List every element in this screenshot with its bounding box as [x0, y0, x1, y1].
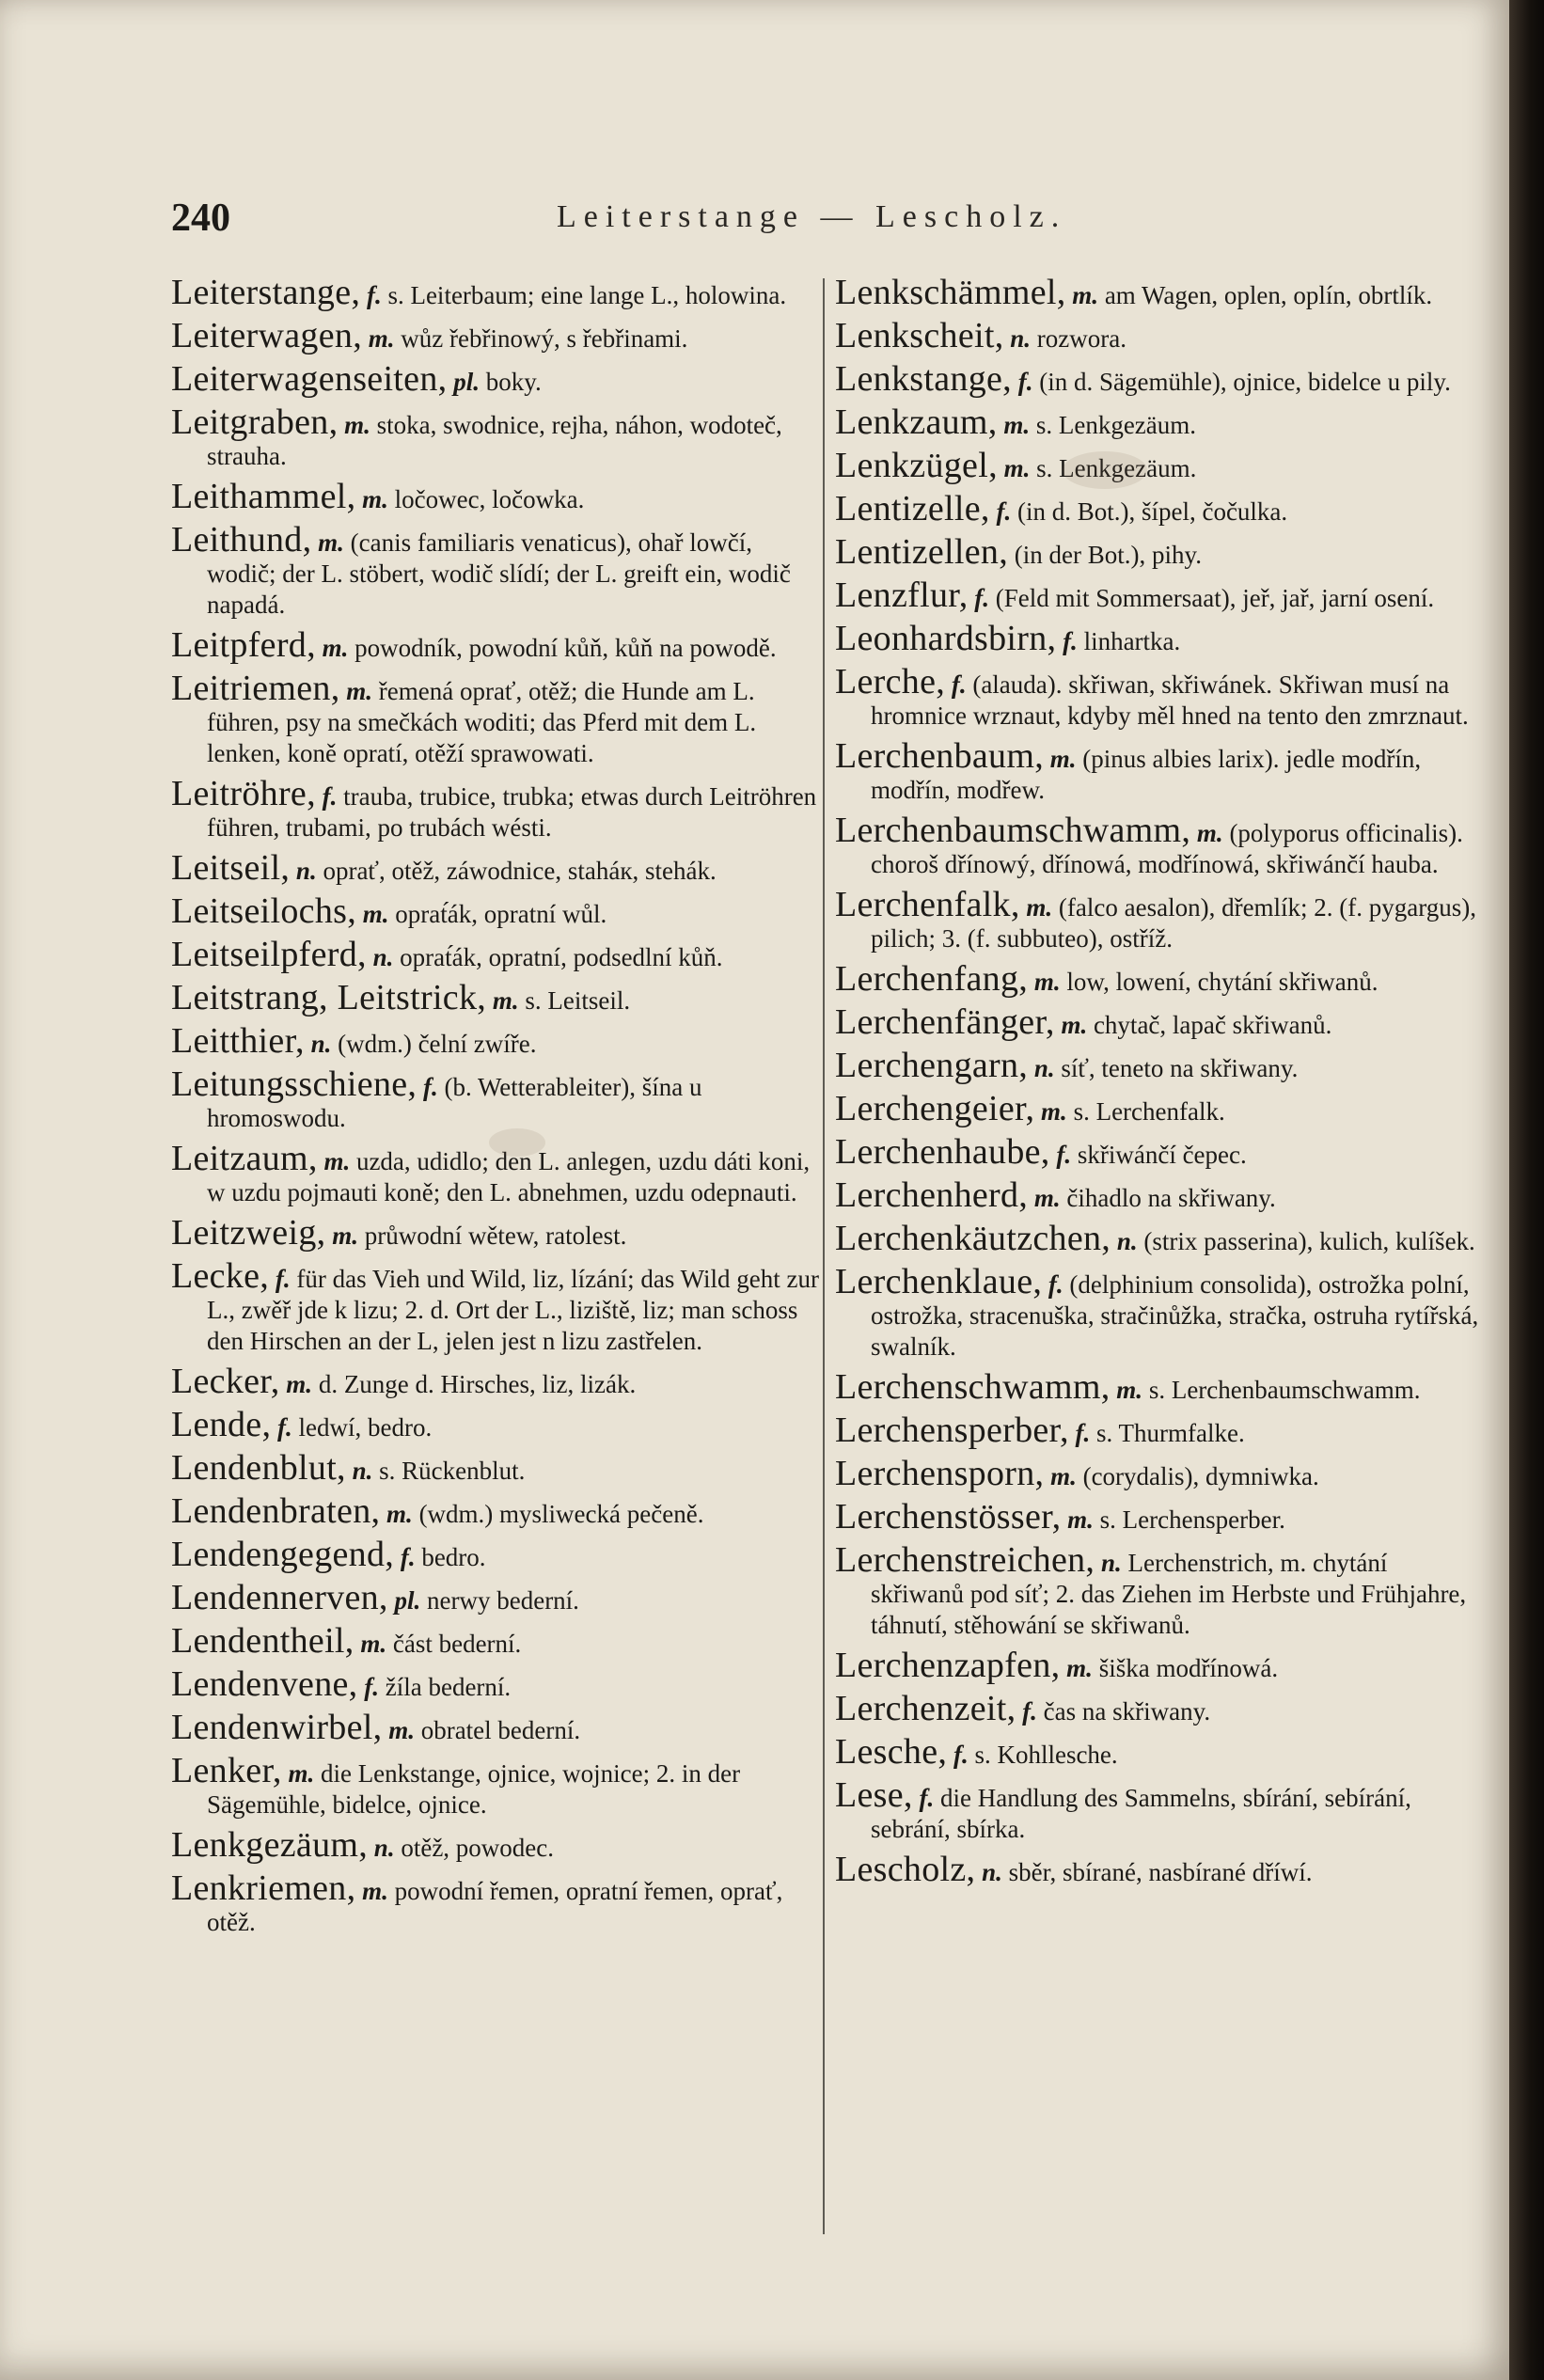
dictionary-entry [171, 1362, 820, 1401]
entry-grammar: f. [1048, 1270, 1063, 1299]
dictionary-entry [835, 885, 1484, 954]
entry-definition: sběr, sbírané, nasbírané dříwí. [1008, 1858, 1313, 1886]
dictionary-entry [171, 402, 820, 472]
entry-headword: Lenzflur, [835, 575, 969, 615]
entry-grammar: f. [422, 1073, 438, 1101]
entry-headword: Leitthier, [171, 1021, 305, 1061]
entry-definition: rozwora. [1036, 324, 1126, 353]
entry-headword: Leitzaum, [171, 1139, 318, 1178]
entry-headword: Lerchenzeit, [835, 1689, 1016, 1728]
dictionary-entry [835, 575, 1484, 615]
entry-headword: Lerchenfänger, [835, 1002, 1055, 1042]
entry-grammar: n. [1033, 1054, 1055, 1082]
entry-definition: ločowec, ločowka. [394, 485, 585, 513]
entry-definition: s. Rückenblut. [379, 1457, 526, 1485]
entry-definition: (Feld mit Sommersaat), jeř, jař, jarní osení. [995, 584, 1435, 612]
entry-definition: (in d. Bot.), šípel, čočulka. [1016, 497, 1288, 526]
entry-headword: Lendennerven, [171, 1578, 388, 1617]
entry-grammar: m. [1067, 1505, 1094, 1534]
dictionary-entry [171, 1825, 820, 1865]
entry-grammar: m. [1196, 819, 1223, 847]
entry-definition: bedro. [421, 1543, 486, 1571]
entry-definition: s. Lenkgezäum. [1035, 411, 1197, 439]
dictionary-entry [171, 1578, 820, 1617]
paper-stain [489, 1128, 545, 1157]
entry-headword: Leitgraben, [171, 402, 339, 442]
entry-definition: (delphinium consolida), ostrožka polní, ostrožka, stracenuška, stračinůžka, stračka, ostruha rytířská, swalník. [871, 1270, 1479, 1361]
entry-headword: Lesche, [835, 1732, 948, 1772]
entry-definition: s. Lerchenfalk. [1073, 1097, 1225, 1126]
entry-grammar: m. [1116, 1376, 1143, 1404]
paper-stain [1063, 451, 1147, 489]
entry-grammar: m. [286, 1370, 313, 1398]
dictionary-entry [835, 1540, 1484, 1641]
entry-headword: Lendenvene, [171, 1664, 358, 1704]
entry-grammar: m. [288, 1759, 315, 1788]
dictionary-entry [171, 1139, 820, 1208]
dictionary-entry [171, 277, 820, 311]
dictionary-entry [171, 891, 820, 931]
entry-definition: (falco aesalon), dřemlík; 2. (f. pygargus), pilich; 3. (f. subbuteo), ostříž. [871, 893, 1477, 953]
dictionary-entry [835, 811, 1484, 880]
entry-grammar: m. [1033, 968, 1061, 996]
dictionary-entry [835, 959, 1484, 999]
entry-headword: Lerchenherd, [835, 1175, 1029, 1215]
entry-grammar: f. [364, 1673, 379, 1701]
entry-grammar: n. [1116, 1227, 1138, 1255]
dictionary-entry [835, 1219, 1484, 1258]
dictionary-entry [835, 489, 1484, 528]
entry-grammar: f. [953, 1741, 969, 1769]
entry-grammar: m. [362, 900, 389, 928]
entry-headword: Lecke, [171, 1256, 270, 1296]
entry-definition: (corydalis), dymniwka. [1082, 1462, 1319, 1490]
dictionary-entry [171, 1021, 820, 1061]
entry-headword: Lescholz, [835, 1850, 976, 1889]
entry-grammar: f. [400, 1543, 416, 1571]
entry-headword: Lerchenfang, [835, 959, 1029, 999]
entry-grammar: f. [974, 584, 989, 612]
entry-definition: (alauda). skřiwan, skřiwánek. Skřiwan musí na hromnice wrznaut, kdyby měl hned na tento den zmrznaut. [871, 670, 1469, 730]
entry-headword: Lerchensporn, [835, 1454, 1045, 1493]
entry-definition: oprat́ák, opratní, podsedlní kůň. [400, 943, 723, 971]
dictionary-entry [171, 1751, 820, 1820]
dictionary-entry [171, 1491, 820, 1531]
entry-grammar: n. [982, 1858, 1002, 1886]
entry-grammar: m. [1049, 745, 1077, 773]
entry-grammar: pl. [394, 1586, 421, 1615]
entry-headword: Leiterstange, [171, 277, 361, 312]
dictionary-entry [171, 669, 820, 769]
entry-grammar: n. [295, 857, 317, 885]
entry-grammar: n. [1010, 324, 1032, 353]
entry-definition: oprať, otěž, záwodnice, staháк, stehák. [323, 857, 717, 885]
entry-headword: Leitseilpferd, [171, 935, 367, 974]
entry-headword: Lenker, [171, 1751, 282, 1790]
dictionary-entry [835, 1850, 1484, 1889]
entry-headword: Leitseilochs, [171, 891, 357, 931]
entry-grammar: m. [386, 1500, 413, 1528]
entry-grammar: m. [344, 411, 370, 439]
dictionary-entry [835, 1002, 1484, 1042]
entry-headword: Lenkzügel, [835, 446, 998, 485]
entry-definition: s. Thurmfalke. [1096, 1419, 1245, 1447]
entry-definition: (in d. Sägemühle), ojnice, bidelce u pily. [1039, 368, 1451, 396]
entry-definition: (wdm.) mysliwecká pečeně. [418, 1500, 704, 1528]
entry-headword: Lentizellen, [835, 532, 1009, 572]
entry-definition: čihadlo na skřiwany. [1066, 1184, 1276, 1212]
dictionary-entry [835, 1089, 1484, 1128]
entry-headword: Lenkriemen, [171, 1868, 356, 1908]
entry-grammar: m. [1003, 454, 1031, 482]
right-column [835, 277, 1484, 2299]
entry-definition: část bederní. [392, 1630, 522, 1658]
entry-grammar: m. [360, 1630, 387, 1658]
entry-grammar: n. [1100, 1549, 1122, 1577]
dictionary-entry [171, 1868, 820, 1938]
dictionary-entry [835, 316, 1484, 355]
entry-headword: Lendenbraten, [171, 1491, 381, 1531]
dictionary-entry [171, 1405, 820, 1444]
entry-definition: síť, teneto na skřiwany. [1061, 1054, 1299, 1082]
entry-headword: Lecker, [171, 1362, 280, 1401]
entry-grammar: f. [322, 782, 338, 811]
entry-grammar: f. [951, 670, 967, 699]
entry-grammar: f. [366, 281, 382, 309]
entry-headword: Leitungsschiene, [171, 1064, 418, 1104]
running-head: Leiterstange — Lescholz. [557, 199, 1067, 234]
dictionary-entry [835, 1732, 1484, 1772]
page-header [171, 196, 1347, 252]
entry-headword: Leiterwagen, [171, 316, 362, 355]
entry-grammar: m. [318, 528, 344, 557]
dictionary-entry [171, 520, 820, 621]
entry-headword: Lerchenkäutzchen, [835, 1219, 1111, 1258]
entry-definition: linhartka. [1083, 627, 1181, 655]
entry-grammar: m. [1003, 411, 1031, 439]
entry-grammar: m. [332, 1222, 358, 1250]
entry-grammar: m. [1066, 1654, 1093, 1682]
entry-definition: s. Lerchenbaumschwamm. [1148, 1376, 1421, 1404]
entry-grammar: n. [372, 943, 394, 971]
book-spine-edge [1509, 0, 1544, 2380]
entry-definition: průwodní wětew, ratolest. [364, 1222, 627, 1250]
dictionary-entry [171, 935, 820, 974]
dictionary-entry [835, 1411, 1484, 1450]
entry-definition: boky. [485, 368, 542, 396]
entry-headword: Lerchenklaue, [835, 1262, 1043, 1301]
entry-headword: Lerche, [835, 662, 946, 701]
column-divider [823, 278, 825, 2234]
entry-grammar: f. [1075, 1419, 1091, 1447]
entry-definition: nerwy bederní. [427, 1586, 579, 1615]
dictionary-entry [835, 619, 1484, 658]
entry-definition: šiška modřínowá. [1098, 1654, 1279, 1682]
entry-definition: s. Lerchensperber. [1099, 1505, 1285, 1534]
entry-headword: Leitriemen, [171, 669, 340, 708]
entry-definition: chytač, lapač skřiwanů. [1093, 1011, 1332, 1039]
dictionary-entry [835, 1262, 1484, 1363]
entry-definition: Lerchenstrich, m. chytání skřiwanů pod síť; 2. das Ziehen im Herbste und Frühjahre, táhnutí, stěhowání se skřiwanů. [871, 1549, 1467, 1639]
dictionary-entry [171, 1708, 820, 1747]
entry-grammar: f. [1017, 368, 1033, 396]
entry-headword: Lentizelle, [835, 489, 990, 528]
entry-grammar: n. [373, 1834, 395, 1862]
entry-headword: Lerchengeier, [835, 1089, 1035, 1128]
entry-grammar: m. [346, 677, 373, 705]
dictionary-entry [835, 359, 1484, 399]
entry-definition: powodní řemen, opratní řemen, oprať, otěž. [207, 1877, 783, 1936]
entry-headword: Lerchenzapfen, [835, 1646, 1061, 1685]
dictionary-entry [835, 1689, 1484, 1728]
entry-grammar: f. [275, 1265, 291, 1293]
entry-definition: s. Leiterbaum; eine lange L., holowina. [387, 281, 787, 309]
entry-grammar: m. [362, 485, 388, 513]
entry-headword: Lerchenschwamm, [835, 1367, 1111, 1407]
entry-definition: (canis familiaris venaticus), ohař lowčí, wodič; der L. stöbert, wodič slídí; der L. greift ein, wodič napadá. [207, 528, 791, 619]
dictionary-entry [171, 477, 820, 516]
dictionary-entry [835, 1646, 1484, 1685]
entry-headword: Lerchensperber, [835, 1411, 1069, 1450]
entry-definition: (strix passerina), kulich, kulíšek. [1143, 1227, 1475, 1255]
entry-headword: Leiterwagenseiten, [171, 359, 448, 399]
entry-headword: Lerchenbaumschwamm, [835, 811, 1191, 850]
entry-headword: Lendenblut, [171, 1448, 346, 1488]
dictionary-entry [835, 1454, 1484, 1493]
entry-definition: s. Leitseil. [525, 986, 631, 1015]
entry-definition: am Wagen, oplen, oplín, obrtlík. [1104, 281, 1433, 309]
dictionary-entry [835, 446, 1484, 485]
entry-grammar: n. [310, 1030, 332, 1058]
entry-grammar: n. [352, 1457, 373, 1485]
entry-headword: Leithammel, [171, 477, 356, 516]
entry-headword: Leitröhre, [171, 774, 316, 813]
page-number: 240 [171, 197, 230, 240]
entry-definition: oprat́ák, opratní wůl. [395, 900, 607, 928]
entry-grammar: f. [1022, 1697, 1037, 1726]
entry-definition: žíla bederní. [385, 1673, 512, 1701]
entry-headword: Lerchengarn, [835, 1046, 1029, 1085]
left-column [171, 277, 820, 2299]
entry-headword: Lenkzaum, [835, 402, 998, 442]
dictionary-entry [171, 1664, 820, 1704]
dictionary-entry [835, 1175, 1484, 1215]
entry-grammar: f. [919, 1784, 935, 1812]
dictionary-entry [835, 1132, 1484, 1172]
entry-definition: (polyporus officinalis). choroš dřínowý, dřínowá, modřínowá, skřiwánčí hauba. [871, 819, 1463, 878]
entry-headword: Leitseil, [171, 848, 291, 888]
entry-headword: Lenkgezäum, [171, 1825, 369, 1865]
entry-grammar: m. [368, 324, 395, 353]
entry-definition: ledwí, bedro. [298, 1413, 433, 1442]
dictionary-entry [835, 402, 1484, 442]
dictionary-entry [835, 1046, 1484, 1085]
entry-definition: powodník, powodní kůň, kůň na powodě. [354, 634, 777, 662]
dictionary-entry [171, 625, 820, 665]
entry-definition: (pinus albies larix). jedle modřín, modřín, modřew. [871, 745, 1422, 804]
entry-headword: Leonhardsbirn, [835, 619, 1057, 658]
entry-grammar: f. [277, 1413, 292, 1442]
entry-definition: trauba, trubice, trubka; etwas durch Leitröhren führen, trubami, po trubách wésti. [207, 782, 817, 842]
dictionary-entry [171, 1213, 820, 1253]
entry-headword: Lerchenstösser, [835, 1497, 1062, 1537]
dictionary-entry [171, 1535, 820, 1574]
entry-grammar: f. [1056, 1141, 1072, 1169]
dictionary-entry [171, 1448, 820, 1488]
entry-headword: Lenkscheit, [835, 316, 1004, 355]
entry-definition: otěž, powodec. [401, 1834, 555, 1862]
entry-grammar: m. [322, 634, 349, 662]
entry-definition: obratel bederní. [420, 1716, 581, 1744]
entry-grammar: m. [323, 1147, 351, 1175]
entry-grammar: m. [492, 986, 519, 1015]
dictionary-entry [171, 1621, 820, 1661]
entry-headword: Lenkstange, [835, 359, 1012, 399]
entry-headword: Leithund, [171, 520, 312, 560]
dictionary-entry [171, 848, 820, 888]
entry-grammar: m. [1072, 281, 1099, 309]
entry-headword: Lerchenfalk, [835, 885, 1020, 924]
entry-grammar: f. [996, 497, 1012, 526]
entry-definition: die Handlung des Sammelns, sbírání, sebírání, sebrání, sbírka. [871, 1784, 1411, 1843]
entry-definition: (wdm.) čelní zwíře. [338, 1030, 537, 1058]
entry-definition: d. Zunge d. Hirsches, liz, lizák. [318, 1370, 637, 1398]
entry-headword: Lerchenstreichen, [835, 1540, 1095, 1580]
entry-grammar: m. [1033, 1184, 1061, 1212]
entry-definition: čas na skřiwany. [1043, 1697, 1211, 1726]
entry-definition: řemená oprať, otěž; die Hunde am L. führen, psy na smečkách woditi; das Pferd mit dem L. lenken, koně opratí, otěží sprawowati. [207, 677, 757, 767]
dictionary-entry [835, 736, 1484, 806]
entry-grammar: m. [388, 1716, 415, 1744]
entry-definition: s. Kohllesche. [974, 1741, 1118, 1769]
dictionary-entry [835, 277, 1484, 311]
entry-headword: Lendenwirbel, [171, 1708, 383, 1747]
entry-definition: skřiwánčí čepec. [1077, 1141, 1247, 1169]
dictionary-entry [171, 1256, 820, 1357]
entry-headword: Lese, [835, 1775, 913, 1815]
entry-definition: (b. Wetterableiter), šína u hromoswodu. [207, 1073, 702, 1132]
entry-headword: Lerchenhaube, [835, 1132, 1050, 1172]
dictionary-entry [835, 1367, 1484, 1407]
entry-grammar: m. [1026, 893, 1053, 922]
entry-definition: stoka, swodnice, rejha, náhon, wodoteč, strauha. [207, 411, 782, 470]
entry-definition: uzda, udidlo; den L. anlegen, uzdu dáti koni, w uzdu pojmauti koně; den L. abnehmen, uzdu odepnauti. [207, 1147, 811, 1206]
entry-grammar: m. [1041, 1097, 1067, 1126]
entry-definition: wůz řebřinowý, s řebřinami. [401, 324, 688, 353]
entry-definition: s. Lenkgezäum. [1036, 454, 1197, 482]
entry-headword: Lerchenbaum, [835, 736, 1044, 776]
dictionary-entry [171, 774, 820, 843]
dictionary-entry [171, 359, 820, 399]
dictionary-entry [171, 1064, 820, 1134]
dictionary-entry [835, 532, 1484, 572]
dictionary-entry [835, 662, 1484, 732]
entry-definition: für das Vieh und Wild, liz, lízání; das Wild geht zur L., zwěř jde k lizu; 2. d. Ort der L., liziště, liz; man schoss den Hirschen an der L, jelen jest n lizu zastřelen. [207, 1265, 819, 1355]
dictionary-entry [171, 316, 820, 355]
dictionary-entry [171, 978, 820, 1017]
dictionary-entry [835, 1775, 1484, 1845]
entry-grammar: f. [1063, 627, 1078, 655]
entry-headword: Leitpferd, [171, 625, 316, 665]
entry-definition: low, lowení, chytání skřiwanů. [1066, 968, 1379, 996]
entry-grammar: m. [1050, 1462, 1077, 1490]
entry-headword: Lende, [171, 1405, 272, 1444]
entry-headword: Leitzweig, [171, 1213, 326, 1253]
entry-grammar: pl. [453, 368, 480, 396]
entry-headword: Lendengegend, [171, 1535, 395, 1574]
entry-grammar: m. [1061, 1011, 1088, 1039]
entry-definition: die Lenkstange, ojnice, wojnice; 2. in der Sägemühle, bidelce, ojnice. [207, 1759, 741, 1819]
entry-grammar: m. [362, 1877, 388, 1905]
entry-headword: Lenkschämmel, [835, 277, 1066, 312]
entry-definition: (in der Bot.), pihy. [1014, 541, 1202, 569]
dictionary-entry [835, 1497, 1484, 1537]
entry-headword: Leitstrang, Leitstrick, [171, 978, 487, 1017]
entry-headword: Lendentheil, [171, 1621, 354, 1661]
